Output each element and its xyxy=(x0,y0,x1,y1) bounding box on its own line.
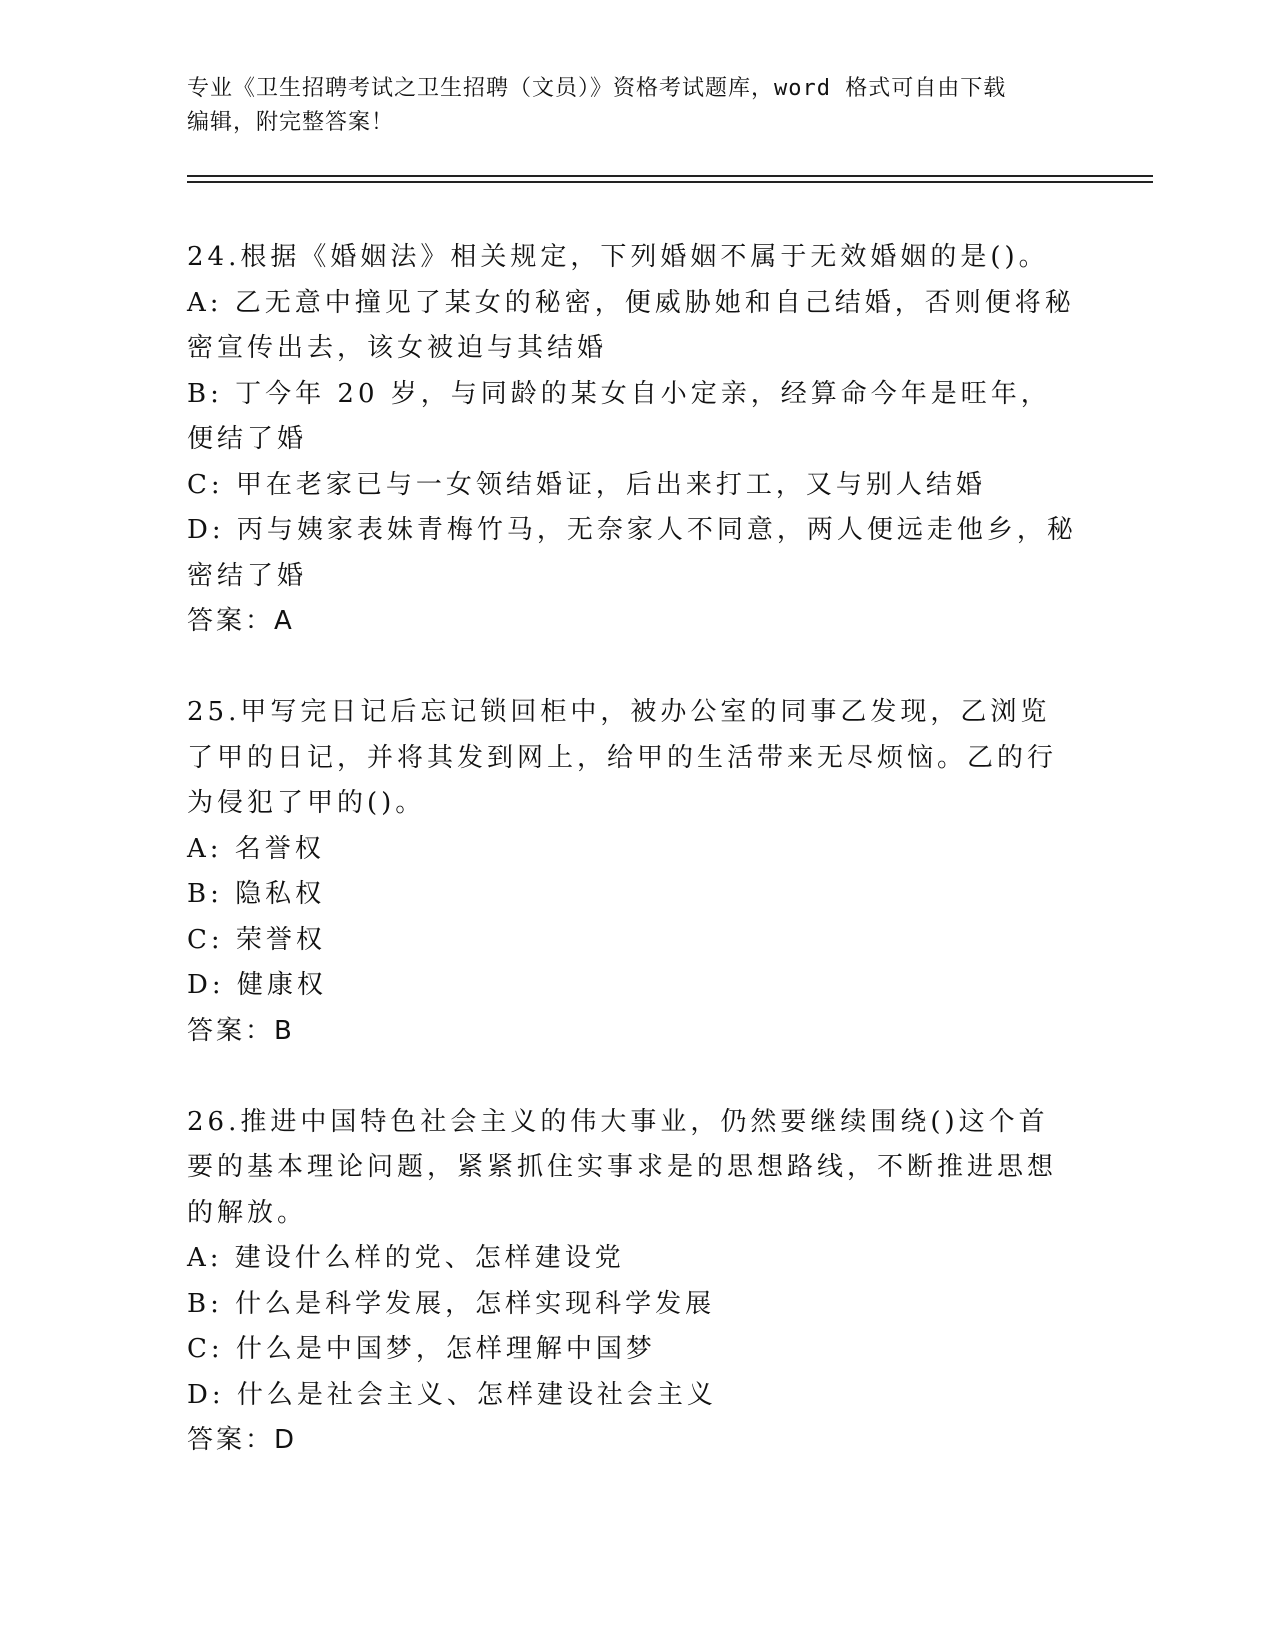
option-c: C: 荣誉权 xyxy=(187,924,326,955)
question-stem: 26.推进中国特色社会主义的伟大事业，仍然要继续围绕()这个首要的基本理论问题，紧紧抓住实事求是的思想路线，不断推进思想的解放。 xyxy=(187,1106,1058,1228)
option-a: A: 名誉权 xyxy=(187,833,325,864)
option-b: B: 丁今年 20 岁，与同龄的某女自小定亲，经算命今年是旺年，便结了婚 xyxy=(187,378,1051,454)
option-a: A: 乙无意中撞见了某女的秘密，便威胁她和自己结婚，否则便将秘密宣传出去，该女被迫与其结婚 xyxy=(187,287,1075,363)
document-header xyxy=(187,72,1087,140)
header-line-2: 编辑，附完整答案！ xyxy=(187,110,395,135)
answer: 答案：D xyxy=(187,1425,298,1455)
header-line-1: 专业《卫生招聘考试之卫生招聘（文员）》资格考试题库，word 格式可自由下载 xyxy=(187,76,1007,101)
header-divider-top xyxy=(187,175,1153,177)
answer: 答案：A xyxy=(187,606,295,636)
option-d: D: 丙与姨家表妹青梅竹马，无奈家人不同意，两人便远走他乡，秘密结了婚 xyxy=(187,515,1077,591)
option-c: C: 甲在老家已与一女领结婚证，后出来打工，又与别人结婚 xyxy=(187,469,986,500)
option-d: D: 什么是社会主义、怎样建设社会主义 xyxy=(187,1379,717,1410)
question-24 xyxy=(187,235,1077,645)
question-26 xyxy=(187,1100,1077,1464)
option-d: D: 健康权 xyxy=(187,970,327,1000)
option-a: A: 建设什么样的党、怎样建设党 xyxy=(187,1243,625,1273)
option-b: B: 隐私权 xyxy=(187,879,326,909)
question-25 xyxy=(187,690,1077,1054)
answer: 答案：B xyxy=(187,1015,295,1046)
question-stem: 24.根据《婚姻法》相关规定，下列婚姻不属于无效婚姻的是()。 xyxy=(187,242,1049,272)
option-c: C: 什么是中国梦，怎样理解中国梦 xyxy=(187,1334,656,1364)
question-list xyxy=(187,235,1077,1509)
question-stem: 25.甲写完日记后忘记锁回柜中，被办公室的同事乙发现，乙浏览了甲的日记，并将其发到网上，给甲的生活带来无尽烦恼。乙的行为侵犯了甲的()。 xyxy=(187,697,1058,818)
option-b: B: 什么是科学发展，怎样实现科学发展 xyxy=(187,1288,716,1319)
header-divider-bottom xyxy=(187,181,1153,183)
